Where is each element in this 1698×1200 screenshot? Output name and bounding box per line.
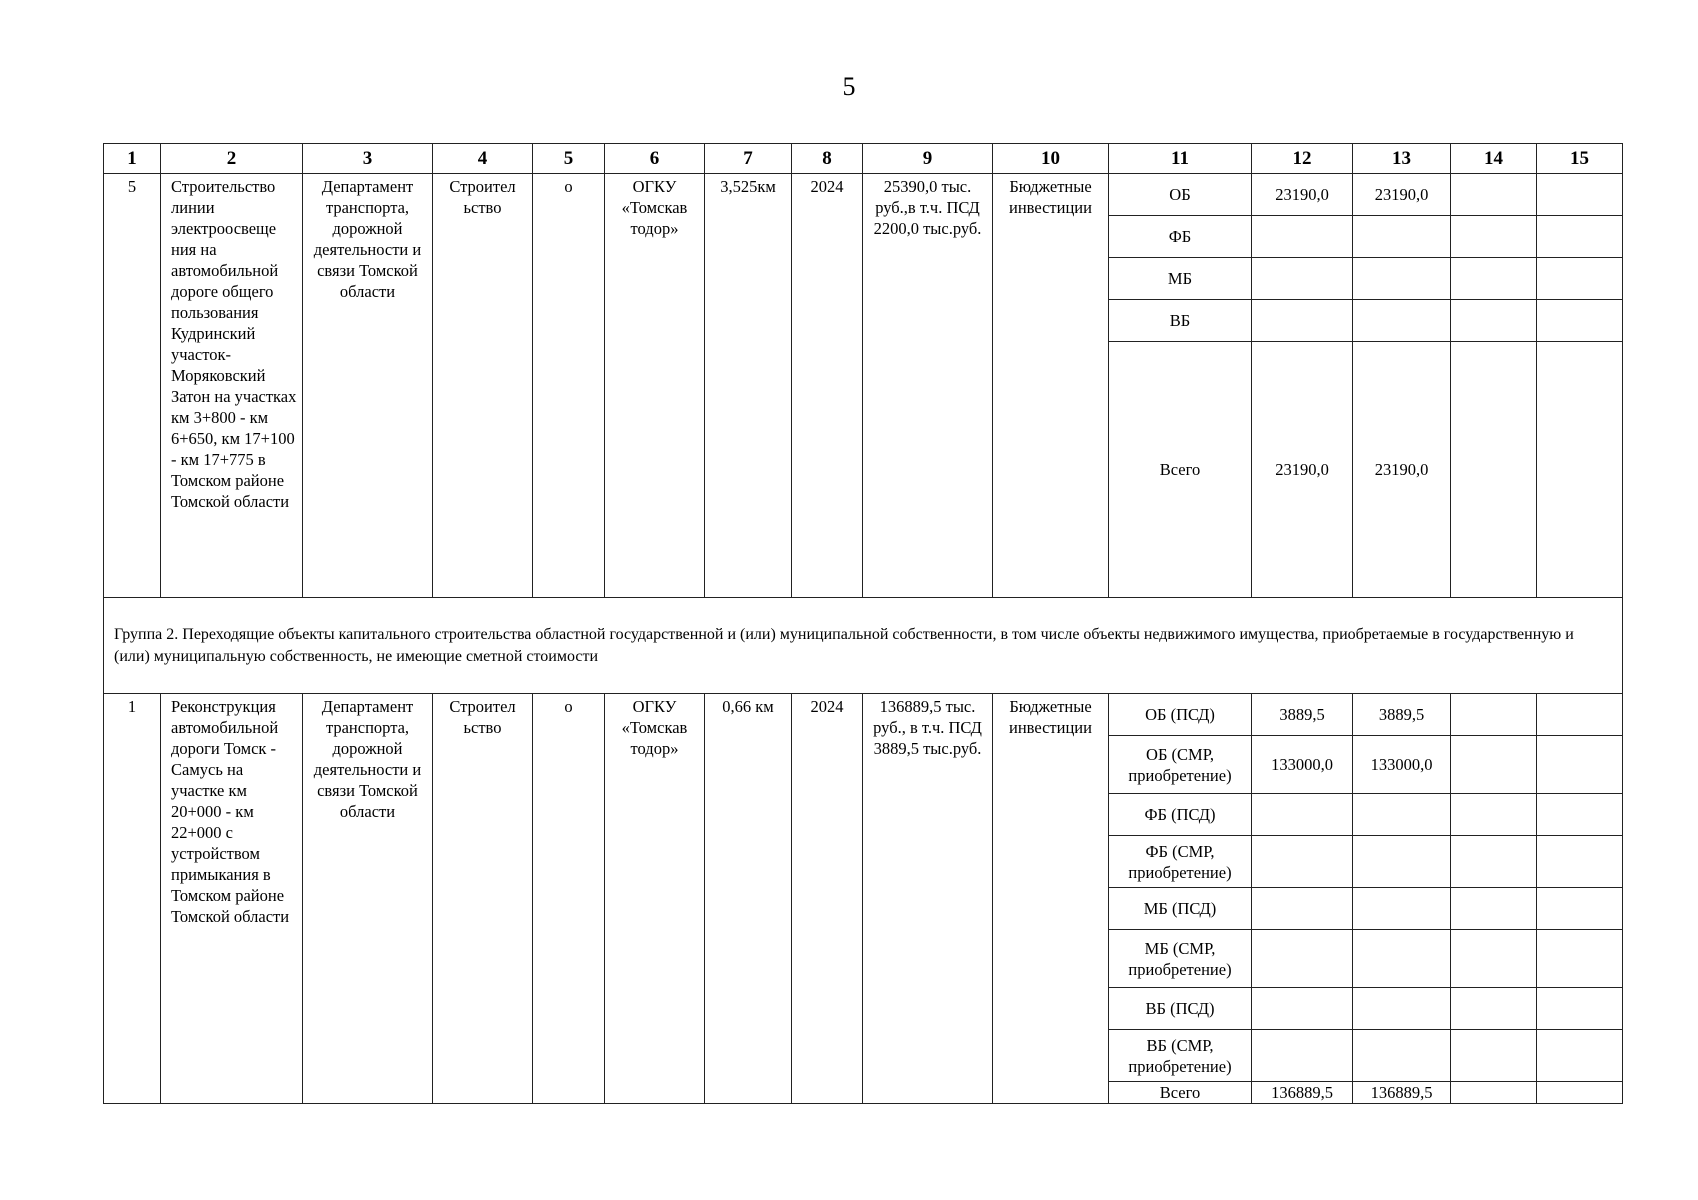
investment-form: Бюджетные инвестиции — [993, 694, 1109, 1104]
source-label: ВБ (СМР, приобретение) — [1109, 1030, 1252, 1082]
empty-cell — [1537, 174, 1623, 216]
group-row — [104, 598, 1623, 694]
empty-cell — [1451, 736, 1537, 794]
header-cell: 10 — [993, 144, 1109, 174]
header-cell: 7 — [705, 144, 792, 174]
amount-col13 — [1353, 888, 1451, 930]
amount-col13 — [1353, 300, 1451, 342]
group-heading: Группа 2. Переходящие объекты капитального строительства областной государственной и (или) муниципальной собственности, в том числе объекты недвижимого имущества, приобретаемые в государственную и (или) муниципальную собственность, не имеющие сметной стоимости — [104, 598, 1623, 694]
work-type: Строител ьство — [433, 694, 533, 1104]
empty-cell — [1537, 342, 1623, 598]
amount-col13: 133000,0 — [1353, 736, 1451, 794]
header-cell: 6 — [605, 144, 705, 174]
amount-col13 — [1353, 216, 1451, 258]
source-label: ОБ (ПСД) — [1109, 694, 1252, 736]
table-row — [104, 174, 1623, 216]
col5-value: о — [533, 694, 605, 1104]
empty-cell — [1537, 1030, 1623, 1082]
source-label: ОБ (СМР, приобретение) — [1109, 736, 1252, 794]
table-row — [104, 694, 1623, 736]
header-cell: 11 — [1109, 144, 1252, 174]
header-row — [104, 144, 1623, 174]
source-label: МБ — [1109, 258, 1252, 300]
empty-cell — [1537, 736, 1623, 794]
amount-col13: 23190,0 — [1353, 342, 1451, 598]
row-number: 1 — [104, 694, 161, 1104]
capacity: 0,66 км — [705, 694, 792, 1104]
year: 2024 — [792, 694, 863, 1104]
customer: ОГКУ «Томскав тодор» — [605, 694, 705, 1104]
header-cell: 2 — [161, 144, 303, 174]
source-label: Всего — [1109, 342, 1252, 598]
empty-cell — [1537, 1082, 1623, 1104]
empty-cell — [1451, 258, 1537, 300]
empty-cell — [1451, 988, 1537, 1030]
source-label: ФБ — [1109, 216, 1252, 258]
amount-col12: 23190,0 — [1252, 342, 1353, 598]
amount-col12 — [1252, 216, 1353, 258]
customer: ОГКУ «Томскав тодор» — [605, 174, 705, 598]
amount-col12 — [1252, 930, 1353, 988]
col5-value: о — [533, 174, 605, 598]
empty-cell — [1451, 1030, 1537, 1082]
empty-cell — [1537, 988, 1623, 1030]
header-cell: 8 — [792, 144, 863, 174]
empty-cell — [1451, 300, 1537, 342]
amount-col13 — [1353, 836, 1451, 888]
source-label: Всего — [1109, 1082, 1252, 1104]
empty-cell — [1537, 794, 1623, 836]
source-label: ФБ (ПСД) — [1109, 794, 1252, 836]
amount-col12: 3889,5 — [1252, 694, 1353, 736]
header-cell: 15 — [1537, 144, 1623, 174]
source-label: ОБ — [1109, 174, 1252, 216]
work-type: Строител ьство — [433, 174, 533, 598]
empty-cell — [1451, 1082, 1537, 1104]
empty-cell — [1537, 930, 1623, 988]
object-name: Строительство линии электроосвеще ния на автомобильной дороге общего пользования Кудринский участок-Моряковский Затон на участках км 3+800 - км 6+650, км 17+100 - км 17+775 в Томском районе Томской области — [161, 174, 303, 598]
estimated-cost: 25390,0 тыс. руб.,в т.ч. ПСД 2200,0 тыс.руб. — [863, 174, 993, 598]
source-label: ФБ (СМР, приобретение) — [1109, 836, 1252, 888]
source-label: ВБ (ПСД) — [1109, 988, 1252, 1030]
empty-cell — [1451, 174, 1537, 216]
header-cell: 5 — [533, 144, 605, 174]
amount-col12 — [1252, 258, 1353, 300]
amount-col12 — [1252, 794, 1353, 836]
empty-cell — [1537, 258, 1623, 300]
empty-cell — [1537, 888, 1623, 930]
amount-col13 — [1353, 1030, 1451, 1082]
source-label: ВБ — [1109, 300, 1252, 342]
header-cell: 9 — [863, 144, 993, 174]
empty-cell — [1451, 694, 1537, 736]
header-cell: 1 — [104, 144, 161, 174]
amount-col12 — [1252, 988, 1353, 1030]
amount-col12: 136889,5 — [1252, 1082, 1353, 1104]
source-label: МБ (ПСД) — [1109, 888, 1252, 930]
capacity: 3,525км — [705, 174, 792, 598]
page-number: 5 — [842, 72, 856, 101]
empty-cell — [1451, 930, 1537, 988]
amount-col13: 3889,5 — [1353, 694, 1451, 736]
object-name: Реконструкция автомобильной дороги Томск - Самусь на участке км 20+000 - км 22+000 с устройством примыкания в Томском районе Томской области — [161, 694, 303, 1104]
department: Департамент транспорта, дорожной деятельности и связи Томской области — [303, 174, 433, 598]
empty-cell — [1537, 694, 1623, 736]
source-label: МБ (СМР, приобретение) — [1109, 930, 1252, 988]
amount-col12: 23190,0 — [1252, 174, 1353, 216]
row-number: 5 — [104, 174, 161, 598]
header-cell: 12 — [1252, 144, 1353, 174]
investment-form: Бюджетные инвестиции — [993, 174, 1109, 598]
amount-col13: 23190,0 — [1353, 174, 1451, 216]
amount-col13 — [1353, 794, 1451, 836]
investment-table — [103, 143, 1623, 1104]
empty-cell — [1451, 836, 1537, 888]
amount-col13 — [1353, 258, 1451, 300]
year: 2024 — [792, 174, 863, 598]
amount-col12 — [1252, 888, 1353, 930]
estimated-cost: 136889,5 тыс. руб., в т.ч. ПСД 3889,5 тыс.руб. — [863, 694, 993, 1104]
header-cell: 14 — [1451, 144, 1537, 174]
header-cell: 13 — [1353, 144, 1451, 174]
empty-cell — [1451, 888, 1537, 930]
amount-col12: 133000,0 — [1252, 736, 1353, 794]
amount-col12 — [1252, 836, 1353, 888]
amount-col12 — [1252, 1030, 1353, 1082]
empty-cell — [1451, 794, 1537, 836]
header-cell: 4 — [433, 144, 533, 174]
empty-cell — [1451, 342, 1537, 598]
amount-col13 — [1353, 930, 1451, 988]
empty-cell — [1537, 836, 1623, 888]
amount-col12 — [1252, 300, 1353, 342]
empty-cell — [1537, 300, 1623, 342]
header-cell: 3 — [303, 144, 433, 174]
amount-col13: 136889,5 — [1353, 1082, 1451, 1104]
department: Департамент транспорта, дорожной деятельности и связи Томской области — [303, 694, 433, 1104]
amount-col13 — [1353, 988, 1451, 1030]
empty-cell — [1537, 216, 1623, 258]
empty-cell — [1451, 216, 1537, 258]
